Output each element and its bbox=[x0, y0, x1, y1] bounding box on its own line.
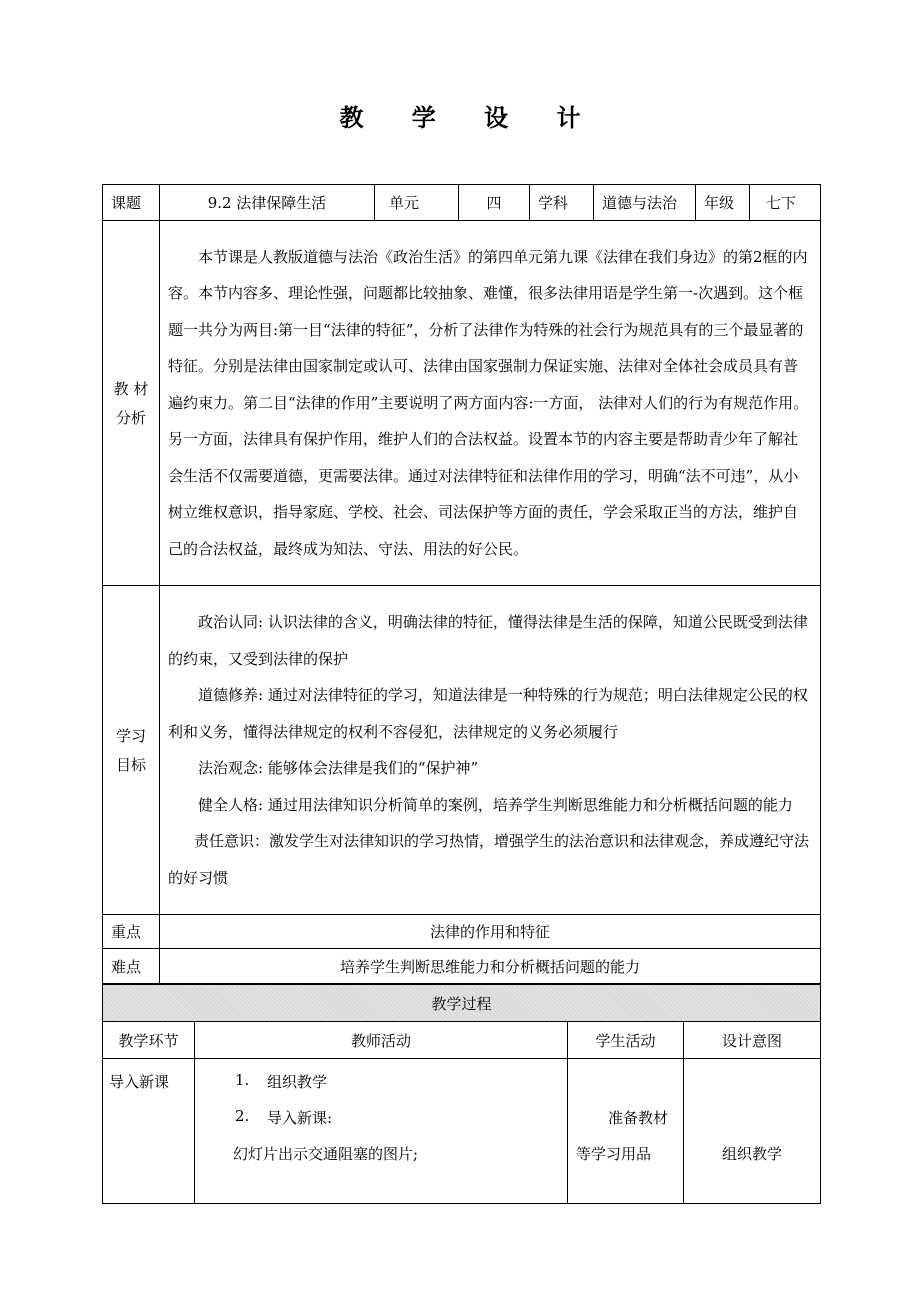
difficulty-row bbox=[103, 949, 821, 984]
design-intent-cell bbox=[684, 1059, 821, 1204]
column-header: 学生活动 bbox=[568, 1022, 684, 1059]
column-header: 设计意图 bbox=[684, 1022, 821, 1059]
subject-label: 学科 bbox=[530, 185, 594, 221]
objective-item: 健全人格: 通过用法律知识分析简单的案例，培养学生判断思维能力和分析概括问题的能力 bbox=[198, 795, 793, 814]
column-header: 教学环节 bbox=[103, 1022, 195, 1059]
student-activity-line: 等学习用品 bbox=[576, 1145, 652, 1163]
teaching-process-table bbox=[102, 984, 821, 1204]
topic-value: 9.2 法律保障生活 bbox=[160, 185, 375, 221]
teacher-step-number: 2. bbox=[235, 1107, 250, 1125]
student-activity-cell bbox=[568, 1059, 684, 1204]
process-title-row bbox=[103, 985, 821, 1022]
key-point-label: 重点 bbox=[103, 915, 160, 949]
lesson-info-table bbox=[102, 184, 821, 984]
teacher-step-number: 1. bbox=[235, 1071, 250, 1089]
key-point-text: 法律的作用和特征 bbox=[160, 915, 821, 949]
objectives-label-line-1: 学习 bbox=[115, 727, 146, 745]
analysis-label-line-1: 教 材 bbox=[113, 380, 149, 398]
process-row bbox=[103, 1059, 821, 1204]
teacher-activity-cell bbox=[195, 1059, 568, 1204]
header-row bbox=[103, 185, 821, 221]
process-header-row bbox=[103, 1022, 821, 1059]
difficulty-text: 培养学生判断思维能力和分析概括问题的能力 bbox=[160, 949, 821, 984]
objective-item: 道德修养: 通过对法律特征的学习，知道法律是一种特殊的行为规范；明白法律规定公民的权利和义务，懂得法律规定的权利不容侵犯，法律规定的义务必须履行 bbox=[168, 686, 808, 741]
objective-item: 责任意识：激发学生对法律知识的学习热情，增强学生的法治意识和法律观念，养成遵纪守法的好习惯 bbox=[168, 832, 810, 887]
objectives-content bbox=[160, 586, 821, 915]
process-title: 教学过程 bbox=[103, 985, 821, 1022]
grade-label: 年级 bbox=[696, 185, 750, 221]
objectives-row bbox=[103, 586, 821, 915]
design-intent-text: 组织教学 bbox=[722, 1145, 783, 1163]
objectives-label-line-2: 目标 bbox=[115, 756, 146, 774]
key-point-row bbox=[103, 915, 821, 949]
subject-value: 道德与法治 bbox=[594, 185, 696, 221]
unit-label: 单元 bbox=[375, 185, 459, 221]
stage-cell: 导入新课 bbox=[103, 1059, 195, 1204]
objectives-label bbox=[103, 586, 160, 915]
analysis-text: 本节课是人教版道德与法治《政治生活》的第四单元第九课《法律在我们身边》的第2框的内容。本节内容多、理论性强，问题都比较抽象、难懂，很多法律用语是学生第一-次遇到。这个框题一共分为两目:第一目“法律的特征”，分析了法律作为特殊的社会行为规范具有的三个最显著的特征。分别是法律由国家制定或认可、法律由国家强制力保证实施、法律对全体社会成员具有普遍约束力。第二目“法律的作用”主要说明了两方面内容:一方面， 法律对人们的行为有规范作用。另一方面，法律具有保护作用，维护人们的合法权益。设置本节的内容主要是帮助青少年了解社会生活不仅需要道德，更需要法律。通过对法律特征和法律作用的学习，明确“法不可违”，从小树立维权意识，指导家庭、学校、社会、司法保护等方面的责任，学会采取正当的方法，维护自己的合法权益，最终成为知法、守法、用法的好公民。 bbox=[168, 247, 809, 558]
teacher-step: 组织教学 bbox=[267, 1073, 328, 1091]
student-activity-line: 准备教材 bbox=[608, 1109, 669, 1127]
objective-item: 法治观念: 能够体会法律是我们的“保护神” bbox=[198, 759, 479, 777]
grade-value: 七下 bbox=[750, 185, 821, 221]
column-header: 教师活动 bbox=[195, 1022, 568, 1059]
analysis-row bbox=[103, 221, 821, 586]
document-title: 教 学 设 计 bbox=[339, 103, 601, 132]
topic-label: 课题 bbox=[103, 185, 160, 221]
difficulty-label: 难点 bbox=[103, 949, 160, 984]
teacher-step: 幻灯片出示交通阻塞的图片; bbox=[233, 1145, 419, 1163]
analysis-content bbox=[160, 221, 821, 586]
analysis-label-line-2: 分析 bbox=[115, 409, 146, 427]
objective-item: 政治认同: 认识法律的含义，明确法律的特征，懂得法律是生活的保障，知道公民既受到法律的约束，又受到法律的保护 bbox=[168, 613, 808, 668]
unit-value: 四 bbox=[459, 185, 530, 221]
teacher-step: 导入新课: bbox=[267, 1109, 333, 1127]
analysis-label bbox=[103, 221, 160, 586]
